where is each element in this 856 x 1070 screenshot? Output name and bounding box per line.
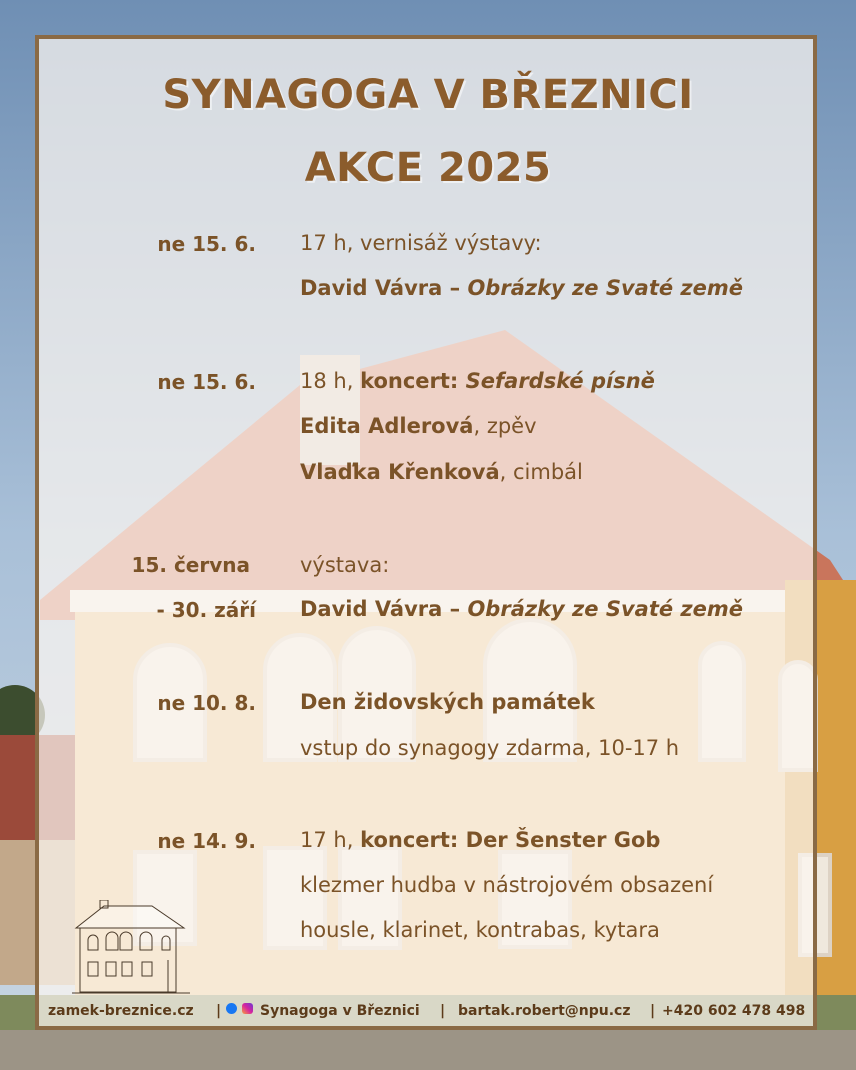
event-2-performer-1: Edita Adlerová [300,414,474,438]
footer-separator-1: | [216,1003,222,1019]
social-name[interactable]: Synagoga v Březnici [260,1003,420,1019]
event-2-type: koncert: [360,369,466,393]
event-4-line-2 [300,736,679,760]
event-5-date: ne 14. 9. [157,829,256,853]
event-1-exhibition-title: Obrázky ze Svaté země [467,276,743,300]
footer-separator-2: | [440,1003,446,1019]
facebook-icon[interactable] [226,1003,237,1014]
event-5-time: 17 h, [300,828,361,852]
event-5-description: klezmer hudba v nástrojovém obsazení [300,873,714,897]
event-2-time: 18 h, [300,369,361,393]
event-2-line-3 [300,460,583,484]
event-5-instruments: housle, klarinet, kontrabas, kytara [300,918,660,942]
event-1-artist: David Vávra – [300,276,468,300]
event-1-line-2 [300,276,743,300]
footer-separator-3: | [650,1003,656,1019]
event-3-date-from: 15. června [131,553,250,577]
event-5-concert-title: koncert: Der Šenster Gob [360,828,661,852]
event-2-date: ne 15. 6. [157,370,256,394]
event-1-date: ne 15. 6. [157,232,256,256]
event-2-line-1 [300,369,655,393]
phone-number[interactable]: +420 602 478 498 [662,1003,806,1019]
website-link[interactable]: zamek-breznice.cz [48,1003,194,1019]
event-4-line-1 [300,690,595,714]
footer [0,1003,856,1027]
event-3-date-to: - 30. září [156,598,256,622]
event-2-performer-2-role: , cimbál [499,460,583,484]
event-1-line-1 [300,231,542,255]
event-5-line-3 [300,918,660,942]
event-3-line-1 [300,553,389,577]
event-3-exhibition-title: Obrázky ze Svaté země [467,597,743,621]
event-3-type: výstava: [300,553,390,577]
event-4-title: Den židovských památek [300,690,595,714]
page-subtitle: AKCE 2025 [304,145,552,191]
event-1-time: 17 h, vernisáž výstavy: [300,231,542,255]
event-4-date: ne 10. 8. [157,691,256,715]
event-2-performer-1-role: , zpěv [473,414,537,438]
event-2-performer-2: Vlaďka Křenková [300,460,500,484]
email-link[interactable]: bartak.robert@npu.cz [458,1003,631,1019]
instagram-icon[interactable] [242,1003,253,1014]
event-2-line-2 [300,414,537,438]
event-5-line-2 [300,873,713,897]
event-5-line-1 [300,828,660,852]
event-3-artist: David Vávra – [300,597,468,621]
event-2-concert-title: Sefardské písně [465,369,655,393]
event-4-details: vstup do synagogy zdarma, 10-17 h [300,736,680,760]
page-title: SYNAGOGA V BŘEZNICI [162,72,694,118]
synagogue-logo [72,900,192,1002]
event-3-line-2 [300,597,743,621]
